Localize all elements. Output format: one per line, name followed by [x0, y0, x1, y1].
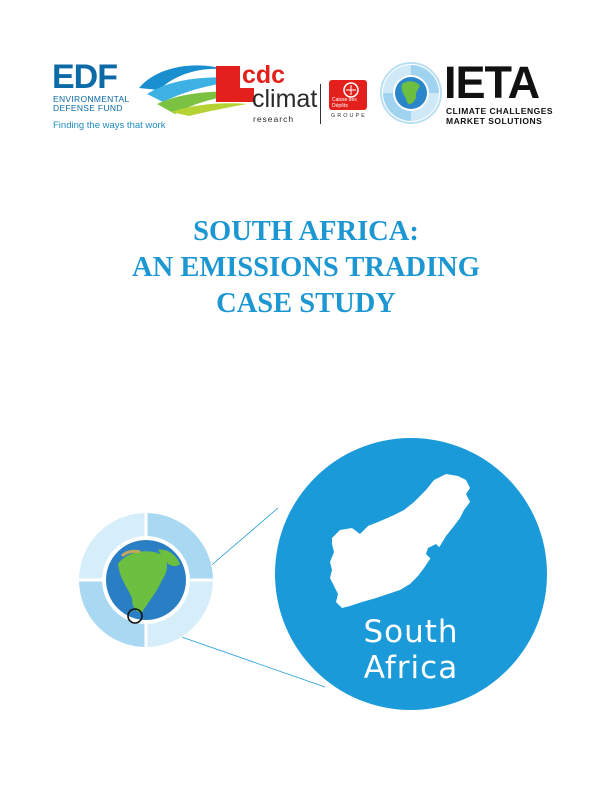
- title-line1: SOUTH AFRICA:: [193, 216, 419, 247]
- country-label-line2: Africa: [363, 650, 459, 686]
- document-title: [0, 214, 612, 322]
- edf-subtitle-line2: DEFENSE FUND: [53, 103, 123, 113]
- cdc-logo-word2: climat: [252, 85, 318, 113]
- country-label-line1: South: [363, 614, 459, 650]
- caisse-des-depots-logo: [329, 80, 373, 126]
- edf-subtitle-line1: ENVIRONMENTAL: [53, 94, 130, 104]
- edf-logo: [52, 58, 212, 136]
- edf-subtitle: [53, 95, 129, 113]
- cdc-logo-word3: research: [253, 114, 295, 124]
- edf-logo-name: EDF: [52, 58, 117, 96]
- cdc-climat-logo: [216, 61, 318, 128]
- country-label: [275, 614, 547, 686]
- cdg-group-text: GROUPE: [331, 113, 367, 119]
- ieta-tagline: [446, 107, 553, 126]
- ieta-tagline-line2: MARKET SOLUTIONS: [446, 115, 543, 126]
- ieta-logo-name: IETA: [444, 57, 540, 108]
- small-globe: [78, 512, 214, 648]
- title-line3: CASE STUDY: [216, 288, 396, 319]
- edf-tagline: Finding the ways that work: [53, 120, 166, 131]
- cdg-badge-text: Caisse des Dépôts: [332, 97, 357, 109]
- cdg-badge: [329, 80, 367, 110]
- ieta-globe-icon: [380, 62, 442, 124]
- ieta-tagline-line1: CLIMATE CHALLENGES: [446, 106, 554, 116]
- title-line2: AN EMISSIONS TRADING: [132, 252, 480, 283]
- logo-divider: [320, 84, 321, 124]
- cdc-logo-word1: cdc: [242, 61, 286, 89]
